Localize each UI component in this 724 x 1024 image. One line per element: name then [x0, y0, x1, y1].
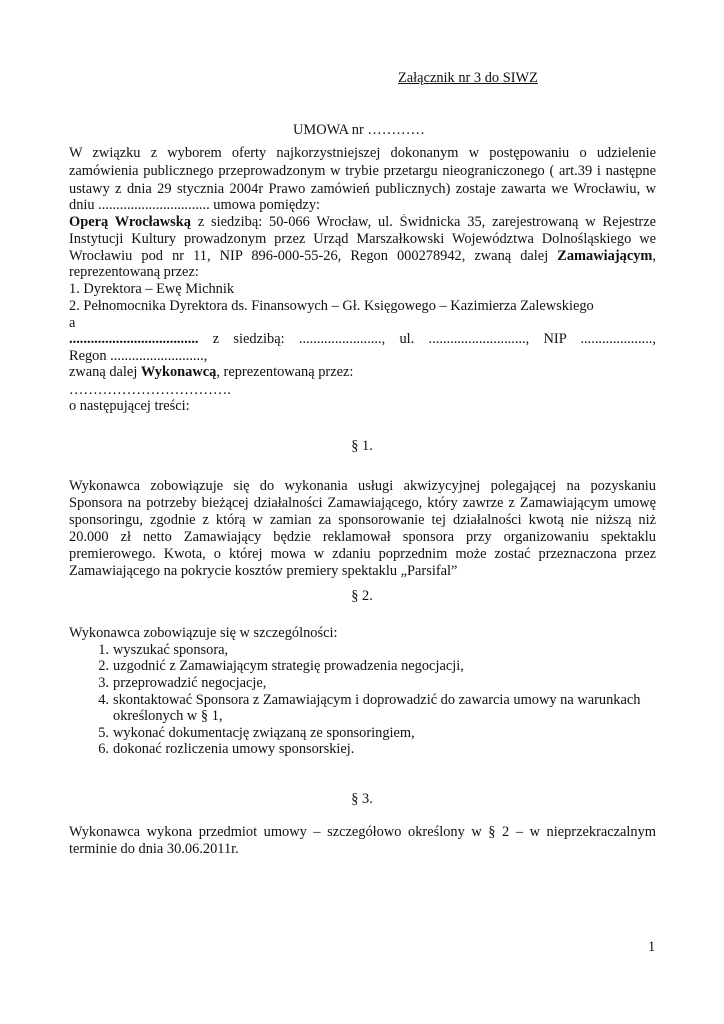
party2-representative: ……………………………. [69, 382, 231, 398]
party1-name: Operą Wrocławską [69, 214, 191, 230]
section-1-line: sponsoringu, zgodnie z którą w zamian za sponsorowanie tej działalności kwotą nie niższą niż [69, 512, 656, 528]
party2-line-1 [69, 331, 656, 348]
party1-represented: reprezentowaną przez: [69, 264, 199, 280]
list-item-text: przeprowadzić negocjacje, [113, 675, 267, 691]
party2-name-placeholder: .................................... [69, 331, 199, 347]
list-item-text: uzgodnić z Zamawiającym strategię prowadzenia negocjacji, [113, 658, 464, 674]
list-item-number: 6. [98, 741, 109, 757]
page-number: 1 [648, 939, 656, 955]
section-1-line: Sponsora na potrzeby bieżącej działalności Zamawiającego, który zawrze z Zamawiającym umowę [69, 495, 656, 511]
party2-line-3 [69, 364, 353, 381]
list-item-number: 1. [98, 642, 109, 658]
section-2-heading: § 2. [351, 588, 373, 604]
list-item-text: wyszukać sponsora, [113, 642, 229, 658]
list-item-number: 4. [98, 692, 109, 708]
party1-line-2: Instytucji Kultury prowadzonym przez Urząd Marszałkowski Województwa Dolnośląskiego we [69, 231, 656, 247]
party2-represented: , reprezentowaną przez: [216, 364, 354, 380]
section-3-heading: § 3. [351, 791, 373, 807]
intro-line-3: ustawy z dnia 29 stycznia 2004r Prawo zamówień publicznych) zostaje zawarta we Wrocławiu, w [69, 181, 656, 197]
list-item-text: określonych w § 1, [113, 708, 223, 724]
party1-representative-1: 1. Dyrektora – Ewę Michnik [69, 281, 235, 297]
list-item-number: 5. [98, 725, 109, 741]
intro-line-1: W związku z wyborem oferty najkorzystniejszej dokonanym w postępowaniu o udzielenie [69, 145, 656, 161]
party1-line-1 [69, 214, 656, 231]
section-3-line-1: Wykonawca wykona przedmiot umowy – szczegółowo określony w § 2 – w nieprzekraczalnym [69, 824, 656, 840]
list-item-text: wykonać dokumentację związaną ze sponsoringiem, [113, 725, 415, 741]
party1-registry: Wrocławiu pod nr 11, NIP 896-000-55-26, Regon 000278942, zwaną dalej [69, 248, 558, 264]
content-intro: o następującej treści: [69, 398, 190, 414]
section-3-line-2: terminie do dnia 30.06.2011r. [69, 841, 239, 857]
party2-role: Wykonawcą [140, 364, 217, 380]
contract-title: UMOWA nr ………… [293, 122, 425, 138]
list-item-number: 3. [98, 675, 109, 691]
section-1-line: Wykonawca zobowiązuje się do wykonania usługi akwizycyjnej polegającej na pozyskaniu [69, 478, 656, 494]
party1-representative-2: 2. Pełnomocnika Dyrektora ds. Finansowych – Gł. Księgowego – Kazimierza Zalewskiego [69, 298, 594, 314]
intro-line-4: dniu ............................... umowa pomiędzy: [69, 197, 321, 213]
section-1-line: Zamawiającego na pokrycie kosztów premiery spektaklu „Parsifal” [69, 563, 458, 579]
section-1-line: 20.000 zł netto Zamawiający będzie reklamował sponsora przy organizowaniu spektaklu [69, 529, 656, 545]
party2-called: zwaną dalej [69, 364, 141, 380]
section-1-heading: § 1. [351, 438, 373, 454]
section-1-line: premierowego. Kwota, o której mowa w zdaniu poprzednim może zostać przeznaczona przez [69, 546, 656, 562]
party2-address: z siedzibą: ......................., ul. ..........................., NIP ...................., [198, 331, 656, 347]
list-item-number: 2. [98, 658, 109, 674]
party1-address: z siedzibą: 50-066 Wrocław, ul. Świdnicka 35, zarejestrowaną w Rejestrze [190, 214, 656, 230]
list-item-text: dokonać rozliczenia umowy sponsorskiej. [113, 741, 355, 757]
attachment-label: Załącznik nr 3 do SIWZ [398, 70, 538, 86]
section-2-intro: Wykonawca zobowiązuje się w szczególności: [69, 625, 338, 641]
intro-line-2: zamówienia publicznego przeprowadzonym w trybie przetargu nieograniczonego ( art.39 i następne [69, 163, 656, 179]
party1-role: Zamawiającym [557, 248, 653, 264]
party1-line-3 [69, 248, 656, 265]
list-item-text: skontaktować Sponsora z Zamawiającym i doprowadzić do zawarcia umowy na warunkach [113, 692, 641, 708]
party2-regon: Regon .........................., [69, 348, 208, 364]
and-word: a [69, 315, 76, 331]
party1-comma: , [652, 248, 656, 264]
